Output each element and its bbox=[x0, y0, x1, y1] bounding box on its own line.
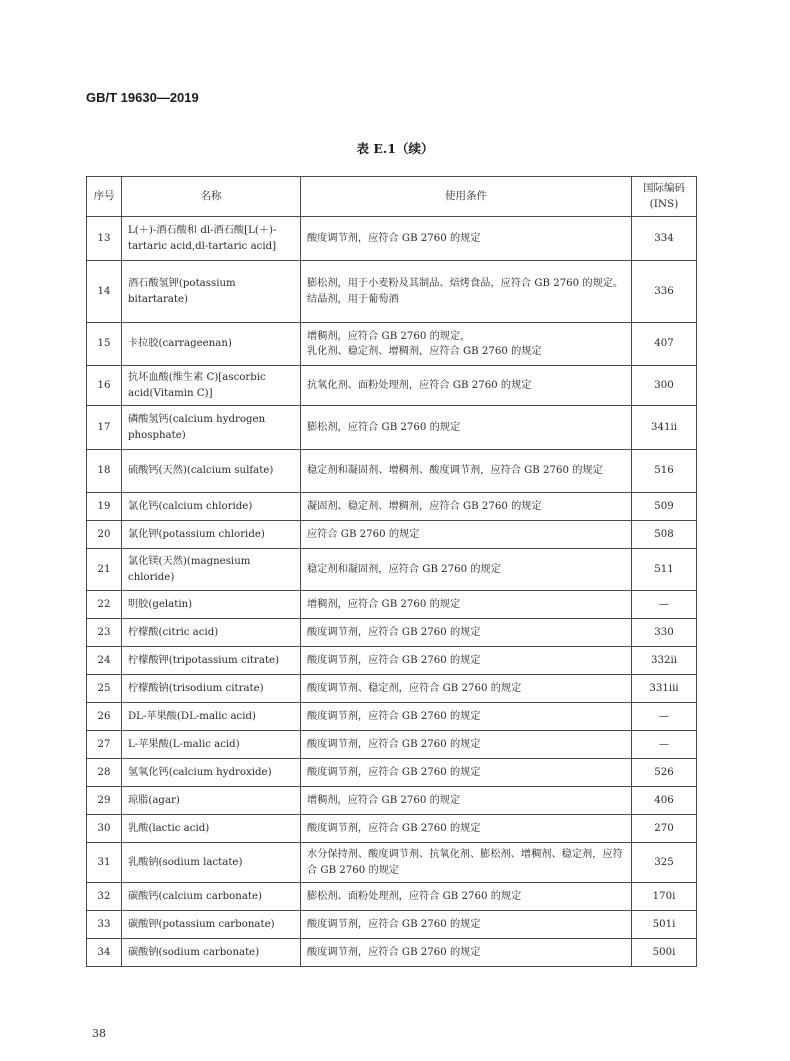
cell-name: 碳酸钙(calcium carbonate) bbox=[122, 883, 301, 911]
table-row bbox=[87, 261, 697, 323]
cell-ins: 516 bbox=[632, 450, 697, 493]
cell-no: 34 bbox=[87, 939, 122, 967]
cell-ins: 508 bbox=[632, 521, 697, 549]
cell-ins: 331iii bbox=[632, 675, 697, 703]
cell-no: 30 bbox=[87, 815, 122, 843]
cell-condition: 应符合 GB 2760 的规定 bbox=[301, 521, 632, 549]
cell-ins: 170i bbox=[632, 883, 697, 911]
table-row bbox=[87, 493, 697, 521]
cell-ins: 407 bbox=[632, 323, 697, 366]
cell-no: 22 bbox=[87, 591, 122, 619]
cell-no: 27 bbox=[87, 731, 122, 759]
cell-ins: 332ii bbox=[632, 647, 697, 675]
cell-no: 21 bbox=[87, 549, 122, 591]
cell-no: 16 bbox=[87, 366, 122, 406]
cell-name: 氢氧化钙(calcium hydroxide) bbox=[122, 759, 301, 787]
cell-ins: — bbox=[632, 703, 697, 731]
cell-name: 柠檬酸(citric acid) bbox=[122, 619, 301, 647]
cell-no: 19 bbox=[87, 493, 122, 521]
table-row bbox=[87, 911, 697, 939]
page-number: 38 bbox=[92, 1027, 106, 1040]
cell-name: 明胶(gelatin) bbox=[122, 591, 301, 619]
table-row bbox=[87, 323, 697, 366]
cell-condition: 增稠剂，应符合 GB 2760 的规定， 乳化剂、稳定剂、增稠剂，应符合 GB 2760 的规定 bbox=[301, 323, 632, 366]
cell-no: 14 bbox=[87, 261, 122, 323]
cell-ins: 526 bbox=[632, 759, 697, 787]
cell-ins: 406 bbox=[632, 787, 697, 815]
cell-ins: 270 bbox=[632, 815, 697, 843]
table-row bbox=[87, 647, 697, 675]
table-row bbox=[87, 787, 697, 815]
cell-condition: 酸度调节剂，应符合 GB 2760 的规定 bbox=[301, 731, 632, 759]
cell-no: 33 bbox=[87, 911, 122, 939]
cell-name: 硫酸钙(天然)(calcium sulfate) bbox=[122, 450, 301, 493]
cell-condition: 酸度调节剂、稳定剂，应符合 GB 2760 的规定 bbox=[301, 675, 632, 703]
cell-name: 抗坏血酸(维生素 C)[ascorbic acid(Vitamin C)] bbox=[122, 366, 301, 406]
table-row bbox=[87, 549, 697, 591]
table-row bbox=[87, 759, 697, 787]
cell-ins: 501i bbox=[632, 911, 697, 939]
table-row bbox=[87, 521, 697, 549]
cell-condition: 凝固剂、稳定剂、增稠剂，应符合 GB 2760 的规定 bbox=[301, 493, 632, 521]
cell-ins: 336 bbox=[632, 261, 697, 323]
column-header-ins: 国际编码 (INS) bbox=[632, 177, 697, 217]
cell-ins: 500i bbox=[632, 939, 697, 967]
column-header-no: 序号 bbox=[87, 177, 122, 217]
table-row bbox=[87, 366, 697, 406]
table-title: 表 E.1（续） bbox=[356, 141, 434, 156]
cell-name: 柠檬酸钠(trisodium citrate) bbox=[122, 675, 301, 703]
table-row bbox=[87, 217, 697, 261]
cell-name: L-苹果酸(L-malic acid) bbox=[122, 731, 301, 759]
table-row bbox=[87, 619, 697, 647]
cell-condition: 酸度调节剂，应符合 GB 2760 的规定 bbox=[301, 815, 632, 843]
cell-condition: 水分保持剂、酸度调节剂、抗氧化剂、膨松剂、增稠剂、稳定剂，应符合 GB 2760 的规定 bbox=[301, 843, 632, 883]
column-header-condition: 使用条件 bbox=[301, 177, 632, 217]
cell-no: 26 bbox=[87, 703, 122, 731]
cell-ins: 330 bbox=[632, 619, 697, 647]
cell-no: 29 bbox=[87, 787, 122, 815]
cell-condition: 酸度调节剂，应符合 GB 2760 的规定 bbox=[301, 619, 632, 647]
column-header-name: 名称 bbox=[122, 177, 301, 217]
cell-condition: 酸度调节剂，应符合 GB 2760 的规定 bbox=[301, 647, 632, 675]
cell-ins: 325 bbox=[632, 843, 697, 883]
table-row bbox=[87, 703, 697, 731]
cell-condition: 酸度调节剂，应符合 GB 2760 的规定 bbox=[301, 703, 632, 731]
table-row bbox=[87, 843, 697, 883]
additive-table bbox=[86, 176, 697, 967]
cell-ins: 334 bbox=[632, 217, 697, 261]
table-body bbox=[87, 217, 697, 967]
cell-condition: 酸度调节剂，应符合 GB 2760 的规定 bbox=[301, 217, 632, 261]
cell-name: L(＋)-酒石酸和 dl-酒石酸[L(＋)-tartaric acid,dl-tartaric acid] bbox=[122, 217, 301, 261]
table-row bbox=[87, 675, 697, 703]
table-row bbox=[87, 815, 697, 843]
cell-no: 17 bbox=[87, 406, 122, 450]
cell-no: 25 bbox=[87, 675, 122, 703]
cell-ins: 341ii bbox=[632, 406, 697, 450]
cell-name: 乳酸(lactic acid) bbox=[122, 815, 301, 843]
cell-name: 氯化钾(potassium chloride) bbox=[122, 521, 301, 549]
cell-condition: 稳定剂和凝固剂，应符合 GB 2760 的规定 bbox=[301, 549, 632, 591]
cell-condition: 抗氧化剂、面粉处理剂，应符合 GB 2760 的规定 bbox=[301, 366, 632, 406]
cell-name: 氯化钙(calcium chloride) bbox=[122, 493, 301, 521]
cell-ins: — bbox=[632, 731, 697, 759]
cell-condition: 膨松剂，用于小麦粉及其制品、焙烤食品，应符合 GB 2760 的规定。 结晶剂，用于葡萄酒 bbox=[301, 261, 632, 323]
table-row bbox=[87, 883, 697, 911]
standard-code: GB/T 19630—2019 bbox=[86, 90, 199, 105]
cell-ins: 511 bbox=[632, 549, 697, 591]
cell-no: 31 bbox=[87, 843, 122, 883]
cell-name: 柠檬酸钾(tripotassium citrate) bbox=[122, 647, 301, 675]
cell-condition: 增稠剂，应符合 GB 2760 的规定 bbox=[301, 591, 632, 619]
cell-no: 20 bbox=[87, 521, 122, 549]
cell-name: 酒石酸氢钾(potassium bitartarate) bbox=[122, 261, 301, 323]
cell-name: 卡拉胶(carrageenan) bbox=[122, 323, 301, 366]
cell-no: 24 bbox=[87, 647, 122, 675]
cell-name: 氯化镁(天然)(magnesium chloride) bbox=[122, 549, 301, 591]
table-row bbox=[87, 939, 697, 967]
table-header-row bbox=[87, 177, 697, 217]
cell-no: 23 bbox=[87, 619, 122, 647]
cell-name: 琼脂(agar) bbox=[122, 787, 301, 815]
cell-condition: 酸度调节剂，应符合 GB 2760 的规定 bbox=[301, 759, 632, 787]
cell-condition: 膨松剂，应符合 GB 2760 的规定 bbox=[301, 406, 632, 450]
cell-no: 28 bbox=[87, 759, 122, 787]
cell-no: 18 bbox=[87, 450, 122, 493]
cell-condition: 稳定剂和凝固剂、增稠剂、酸度调节剂，应符合 GB 2760 的规定 bbox=[301, 450, 632, 493]
cell-name: 碳酸钠(sodium carbonate) bbox=[122, 939, 301, 967]
cell-condition: 酸度调节剂，应符合 GB 2760 的规定 bbox=[301, 939, 632, 967]
table-row bbox=[87, 450, 697, 493]
cell-no: 15 bbox=[87, 323, 122, 366]
table-row bbox=[87, 406, 697, 450]
cell-ins: 509 bbox=[632, 493, 697, 521]
cell-no: 32 bbox=[87, 883, 122, 911]
table-row bbox=[87, 591, 697, 619]
cell-condition: 酸度调节剂，应符合 GB 2760 的规定 bbox=[301, 911, 632, 939]
cell-condition: 膨松剂、面粉处理剂，应符合 GB 2760 的规定 bbox=[301, 883, 632, 911]
table-row bbox=[87, 731, 697, 759]
cell-name: 碳酸钾(potassium carbonate) bbox=[122, 911, 301, 939]
cell-condition: 增稠剂，应符合 GB 2760 的规定 bbox=[301, 787, 632, 815]
cell-ins: 300 bbox=[632, 366, 697, 406]
cell-name: 乳酸钠(sodium lactate) bbox=[122, 843, 301, 883]
cell-name: 磷酸氢钙(calcium hydrogen phosphate) bbox=[122, 406, 301, 450]
cell-name: DL-苹果酸(DL-malic acid) bbox=[122, 703, 301, 731]
cell-ins: — bbox=[632, 591, 697, 619]
cell-no: 13 bbox=[87, 217, 122, 261]
